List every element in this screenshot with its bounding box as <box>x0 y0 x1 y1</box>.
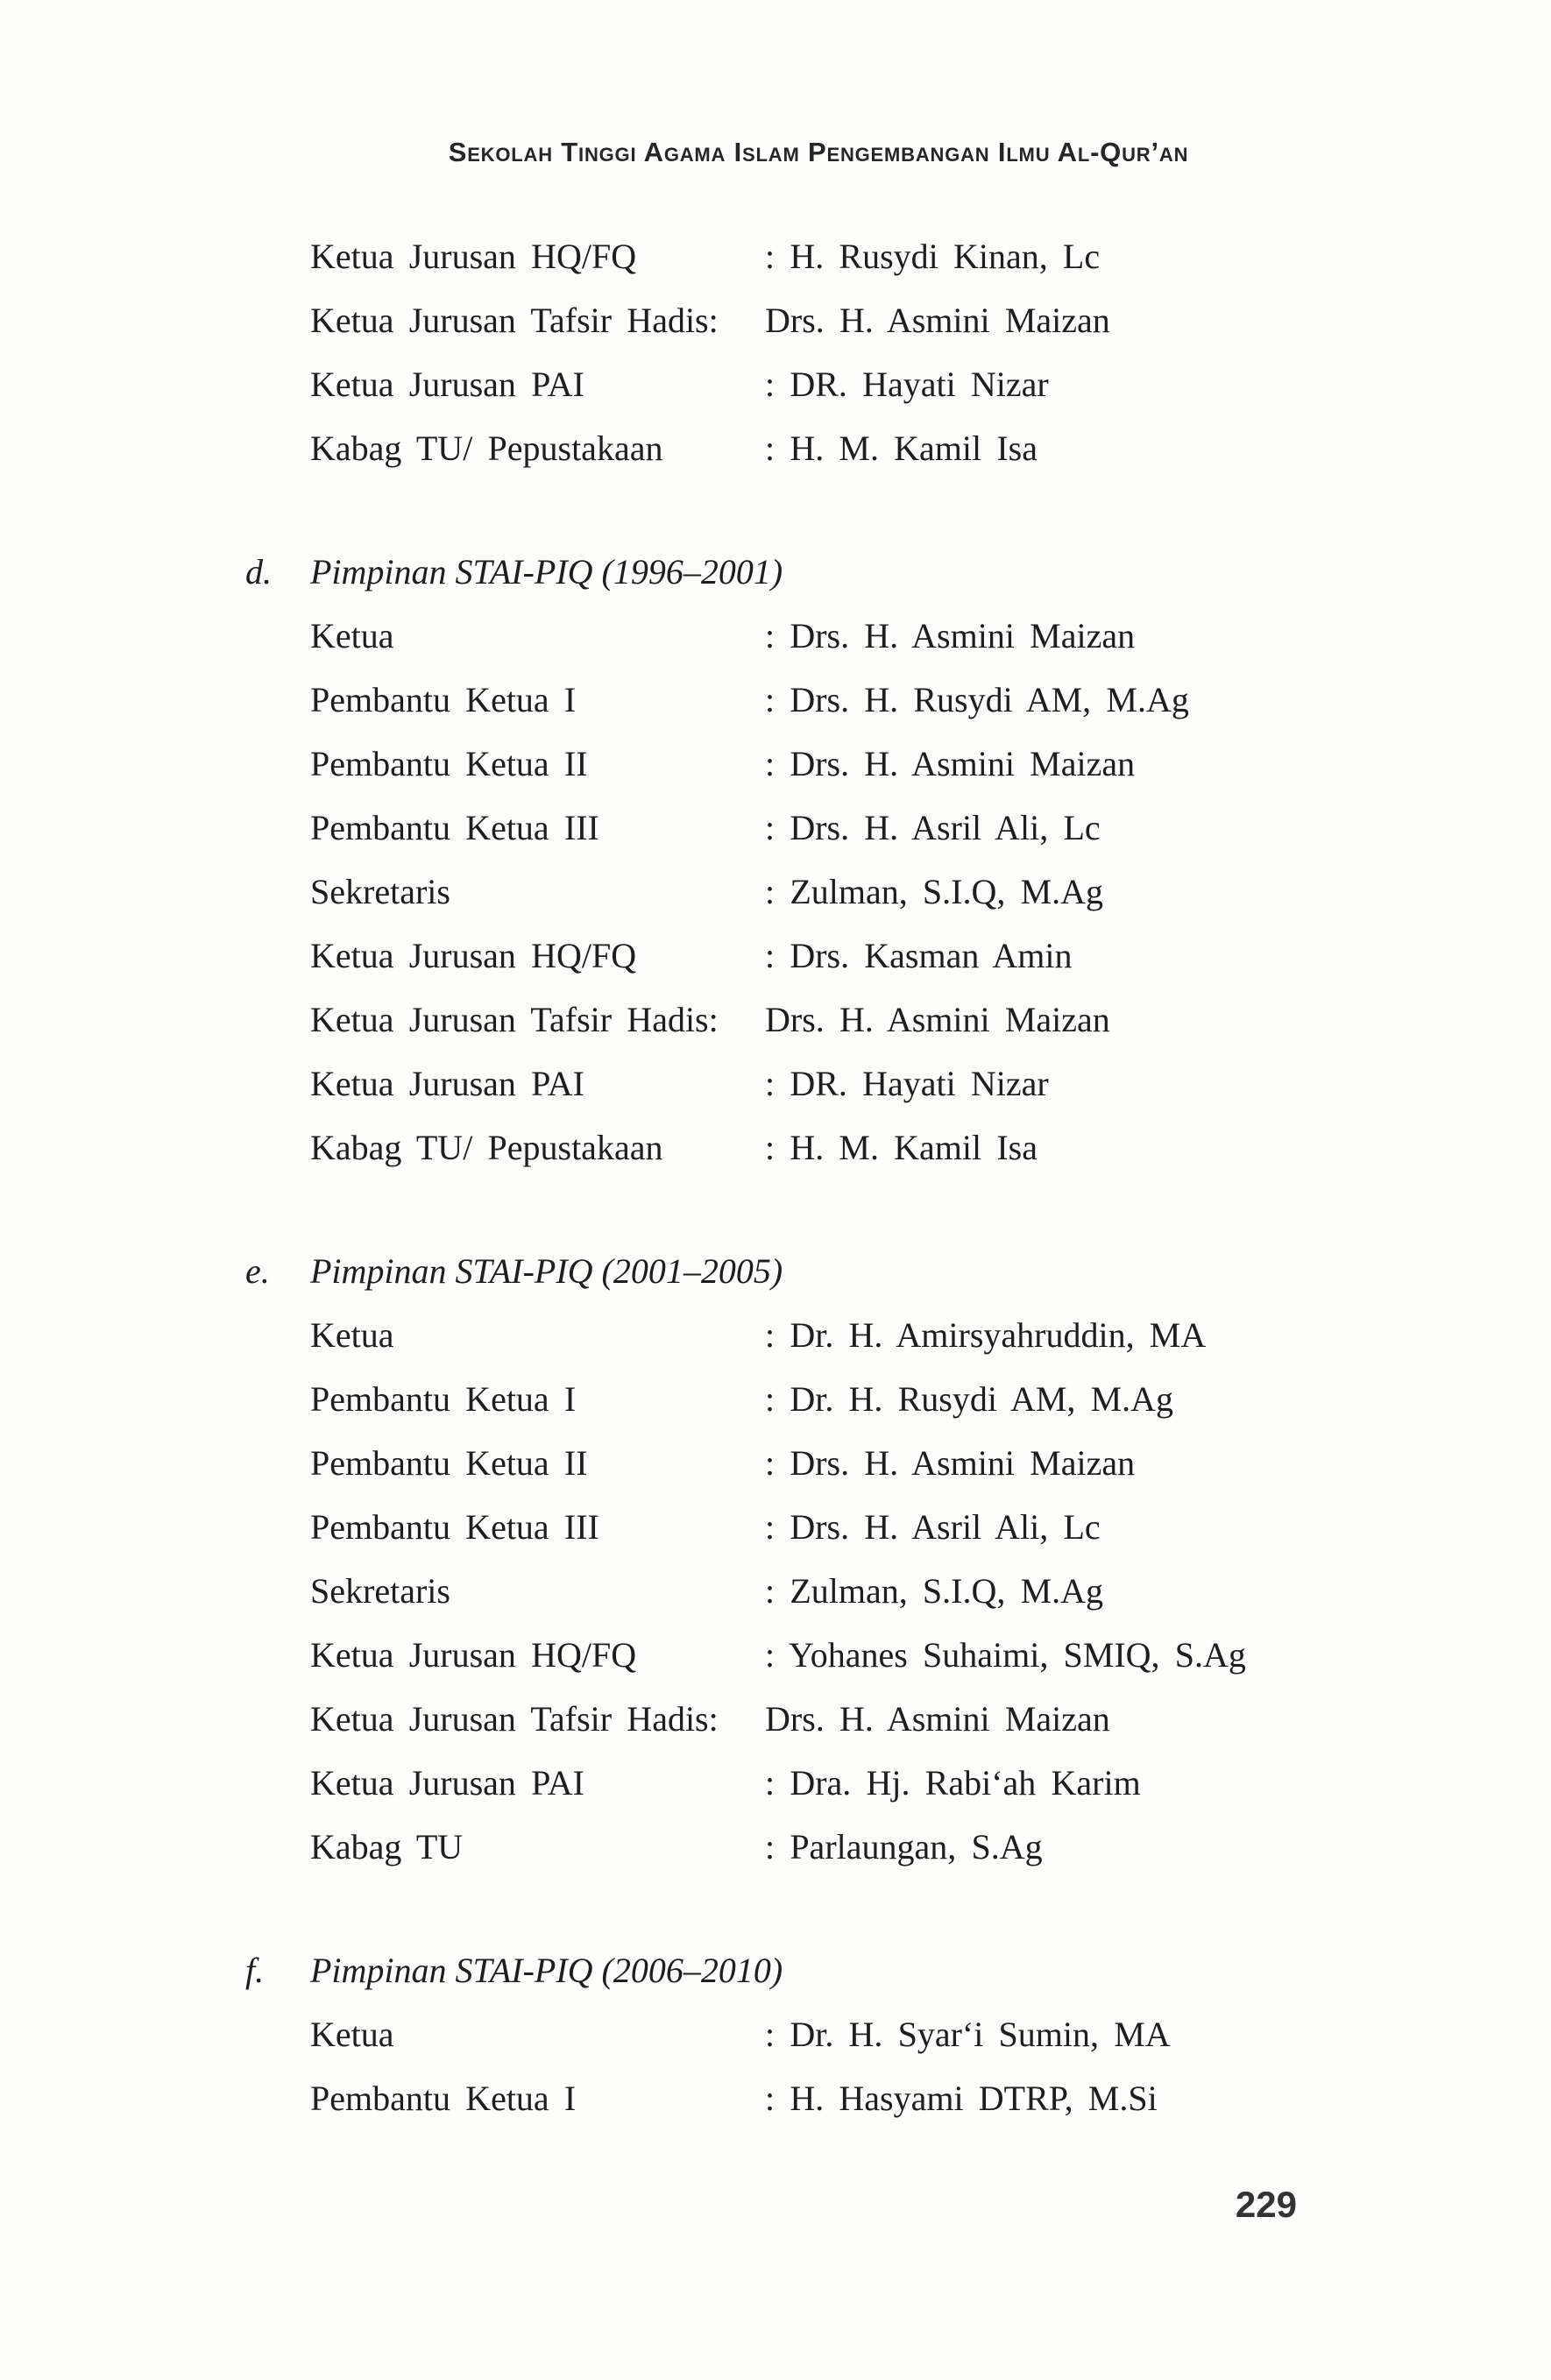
item-value: : Dr. H. Amirsyahruddin, MA <box>765 1315 1207 1355</box>
section-heading <box>245 540 1327 604</box>
item-label: Ketua Jurusan PAI <box>310 1064 584 1103</box>
item-label: Ketua Jurusan Tafsir Hadis: <box>310 1699 719 1739</box>
section <box>310 224 1327 480</box>
item-label: Pembantu Ketua III <box>310 808 599 847</box>
item-value: : DR. Hayati Nizar <box>765 1064 1049 1103</box>
item-label: Sekretaris <box>310 872 450 911</box>
item-label: Ketua Jurusan HQ/FQ <box>310 936 637 975</box>
item-row <box>310 1559 1327 1623</box>
section-title: Pimpinan STAI-PIQ (1996–2001) <box>310 552 783 591</box>
item-row <box>310 604 1327 668</box>
section <box>245 540 1327 1179</box>
item-row <box>310 732 1327 796</box>
item-row <box>310 1431 1327 1495</box>
item-row <box>310 1623 1327 1687</box>
page-number: 229 <box>1235 2184 1297 2225</box>
item-row <box>310 924 1327 988</box>
item-value: : Zulman, S.I.Q, M.Ag <box>765 872 1104 911</box>
item-row <box>310 796 1327 860</box>
item-value: : Drs. H. Asmini Maizan <box>765 616 1136 655</box>
item-label: Ketua <box>310 2015 394 2054</box>
item-value: : Drs. H. Asril Ali, Lc <box>765 808 1101 847</box>
item-value: Drs. H. Asmini Maizan <box>765 1699 1110 1739</box>
item-value: : H. M. Kamil Isa <box>765 1128 1038 1167</box>
item-row <box>310 1687 1327 1751</box>
sections-container <box>245 224 1327 2130</box>
item-label: Pembantu Ketua II <box>310 744 588 783</box>
item-row <box>310 988 1327 1052</box>
item-row <box>310 1303 1327 1367</box>
item-label: Ketua Jurusan Tafsir Hadis: <box>310 301 719 340</box>
item-value: : H. Rusydi Kinan, Lc <box>765 237 1101 276</box>
item-value: : Yohanes Suhaimi, SMIQ, S.Ag <box>765 1635 1246 1675</box>
item-row <box>310 860 1327 924</box>
item-label: Ketua <box>310 1315 394 1355</box>
item-row <box>310 1116 1327 1179</box>
item-row <box>310 2002 1327 2066</box>
item-row <box>310 1751 1327 1815</box>
item-label: Pembantu Ketua III <box>310 1507 599 1547</box>
item-label: Kabag TU/ Pepustakaan <box>310 429 663 468</box>
running-header: Sekolah Tinggi Agama Islam Pengembangan Ilmu Al-Qur’an <box>448 137 1189 167</box>
item-value: Drs. H. Asmini Maizan <box>765 1000 1110 1039</box>
section-heading <box>245 1938 1327 2002</box>
item-row <box>310 1367 1327 1431</box>
item-value: : Drs. H. Asmini Maizan <box>765 744 1136 783</box>
section <box>245 1938 1327 2130</box>
section-title: Pimpinan STAI-PIQ (2001–2005) <box>310 1251 783 1291</box>
item-value: : Dr. H. Syar‘i Sumin, MA <box>765 2015 1171 2054</box>
item-label: Pembantu Ketua I <box>310 680 577 719</box>
item-label: Ketua Jurusan PAI <box>310 1763 584 1803</box>
item-label: Kabag TU/ Pepustakaan <box>310 1128 663 1167</box>
item-label: Pembantu Ketua I <box>310 2079 577 2118</box>
item-row <box>310 224 1327 288</box>
item-label: Ketua Jurusan HQ/FQ <box>310 1635 637 1675</box>
section-marker: d. <box>245 552 272 591</box>
item-label: Ketua Jurusan Tafsir Hadis: <box>310 1000 719 1039</box>
section-marker: e. <box>245 1251 270 1291</box>
item-value: : Dra. Hj. Rabi‘ah Karim <box>765 1763 1141 1803</box>
section-heading <box>245 1239 1327 1303</box>
item-value: : DR. Hayati Nizar <box>765 365 1049 404</box>
item-value: : Dr. H. Rusydi AM, M.Ag <box>765 1379 1174 1419</box>
item-label: Sekretaris <box>310 1571 450 1611</box>
item-value: : H. Hasyami DTRP, M.Si <box>765 2079 1158 2118</box>
item-row <box>310 1052 1327 1116</box>
item-row <box>310 416 1327 480</box>
item-value: : Drs. H. Asril Ali, Lc <box>765 1507 1101 1547</box>
item-label: Ketua Jurusan HQ/FQ <box>310 237 637 276</box>
item-value: : Drs. H. Asmini Maizan <box>765 1443 1136 1483</box>
item-row <box>310 2066 1327 2130</box>
item-label: Pembantu Ketua II <box>310 1443 588 1483</box>
item-value: : Zulman, S.I.Q, M.Ag <box>765 1571 1104 1611</box>
section-title: Pimpinan STAI-PIQ (2006–2010) <box>310 1951 783 1990</box>
item-row <box>310 1815 1327 1879</box>
item-value: : Drs. H. Rusydi AM, M.Ag <box>765 680 1189 719</box>
item-value: : Drs. Kasman Amin <box>765 936 1073 975</box>
item-row <box>310 288 1327 352</box>
item-value: : H. M. Kamil Isa <box>765 429 1038 468</box>
item-label: Kabag TU <box>310 1827 464 1866</box>
section <box>245 1239 1327 1879</box>
item-label: Pembantu Ketua I <box>310 1379 577 1419</box>
item-row <box>310 1495 1327 1559</box>
item-label: Ketua <box>310 616 394 655</box>
section-marker: f. <box>245 1951 265 1990</box>
item-row <box>310 668 1327 732</box>
item-row <box>310 352 1327 416</box>
page-content <box>245 137 1327 2130</box>
item-value: : Parlaungan, S.Ag <box>765 1827 1043 1866</box>
item-label: Ketua Jurusan PAI <box>310 365 584 404</box>
item-value: Drs. H. Asmini Maizan <box>765 301 1110 340</box>
